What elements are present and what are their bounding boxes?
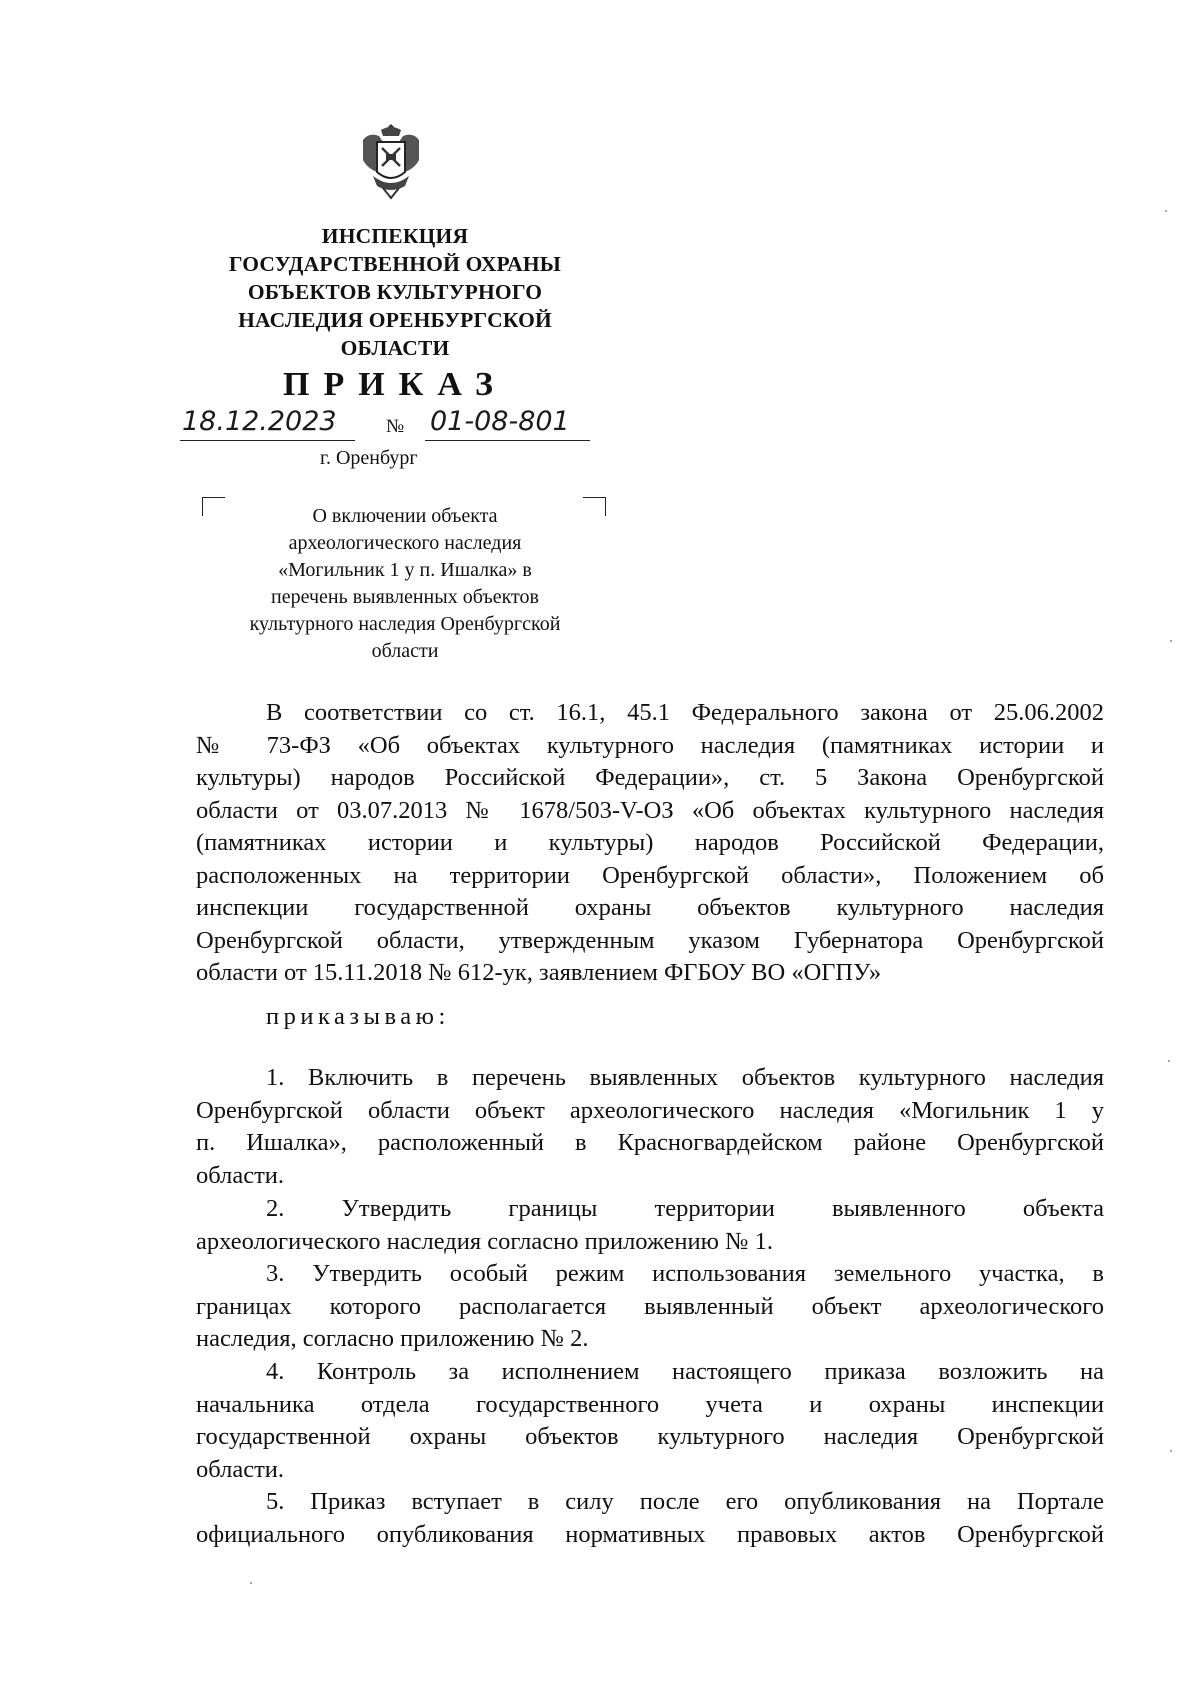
number-sign: №	[386, 416, 405, 437]
order-item-2	[196, 1193, 1104, 1258]
handwritten-date: 18.12.2023	[182, 406, 337, 437]
oblast-coat-of-arms-icon	[355, 118, 427, 202]
item-line: 3. Утвердить особый режим использования земельного участка, в	[266, 1260, 1104, 1287]
item-line: 2. Утвердить границы территории выявленного объекта	[266, 1195, 1104, 1222]
handwritten-number: 01-08-801	[430, 406, 570, 437]
item-line: Оренбургской области объект археологического наследия «Могильник 1 у	[196, 1096, 1104, 1124]
item-line: области.	[196, 1455, 285, 1483]
scan-speck	[1168, 1060, 1170, 1062]
item-line: официального опубликования нормативных правовых актов Оренбургской	[196, 1520, 1104, 1548]
item-line: 1. Включить в перечень выявленных объектов культурного наследия	[266, 1064, 1104, 1091]
scan-speck	[1165, 210, 1167, 212]
preamble-line: В соответствии со ст. 16.1, 45.1 Федерального закона от 25.06.2002	[266, 699, 1104, 726]
preamble-line: инспекции государственной охраны объектов культурного наследия	[196, 894, 1104, 921]
order-item-5	[196, 1486, 1104, 1551]
order-subject	[215, 503, 595, 665]
order-item-1	[196, 1062, 1104, 1192]
city-name: г. Оренбург	[320, 447, 418, 469]
scan-speck	[250, 1582, 252, 1584]
organization-line: НАСЛЕДИЯ ОРЕНБУРГСКОЙ	[238, 308, 552, 332]
preamble-line: области от 15.11.2018 № 612-ук, заявлением ФГБОУ ВО «ОГПУ»	[196, 959, 882, 986]
item-line: наследия, согласно приложению № 2.	[196, 1325, 589, 1352]
preamble-line: культуры) народов Российской Федерации», ст. 5 Закона Оренбургской	[196, 764, 1104, 791]
item-line: государственной охраны объектов культурного наследия Оренбургской	[196, 1423, 1104, 1450]
organization-line: ОБЛАСТИ	[340, 336, 450, 360]
organization-line: ИНСПЕКЦИЯ	[321, 224, 469, 248]
item-line: археологического наследия согласно приложению № 1.	[196, 1227, 773, 1255]
subject-line: области	[371, 640, 439, 662]
preamble-line: области от 03.07.2013 № 1678/503-V-ОЗ «Об объектах культурного наследия	[196, 796, 1104, 824]
scan-speck	[1170, 640, 1172, 642]
organization-line: ОБЪЕКТОВ КУЛЬТУРНОГО	[247, 280, 543, 304]
preamble-paragraph	[196, 697, 1104, 990]
order-item-3	[196, 1258, 1104, 1356]
number-underline	[425, 440, 590, 441]
organization-line: ГОСУДАРСТВЕННОЙ ОХРАНЫ	[228, 252, 562, 276]
item-line: п. Ишалка», расположенный в Красногвардейском районе Оренбургской	[196, 1129, 1104, 1156]
subject-line: перечень выявленных объектов	[271, 586, 539, 608]
preamble-line: расположенных на территории Оренбургской области», Положением об	[196, 861, 1104, 889]
preamble-line: (памятниках истории и культуры) народов Российской Федерации,	[196, 829, 1104, 856]
subject-line: «Могильник 1 у п. Ишалка» в	[278, 559, 532, 581]
item-line: области.	[196, 1161, 285, 1189]
subject-line: культурного наследия Оренбургской	[249, 613, 561, 635]
item-line: границах которого располагается выявленный объект археологического	[196, 1292, 1104, 1320]
order-word: приказываю:	[266, 1003, 450, 1030]
subject-line: О включении объекта	[312, 505, 498, 527]
preamble-line: № 73-ФЗ «Об объектах культурного наследия (памятниках истории и	[196, 731, 1104, 759]
item-line: 4. Контроль за исполнением настоящего приказа возложить на	[266, 1358, 1104, 1385]
item-line: 5. Приказ вступает в силу после его опубликования на Портале	[266, 1488, 1104, 1515]
scan-speck	[1170, 1450, 1172, 1452]
order-item-4	[196, 1356, 1104, 1486]
preamble-line: Оренбургской области, утвержденным указом Губернатора Оренбургской	[196, 926, 1104, 954]
document-type-title: ПРИКАЗ	[283, 366, 507, 403]
date-underline	[180, 440, 355, 441]
item-line: начальника отдела государственного учета и охраны инспекции	[196, 1390, 1104, 1418]
organization-name	[190, 222, 600, 362]
subject-line: археологического наследия	[288, 532, 522, 554]
